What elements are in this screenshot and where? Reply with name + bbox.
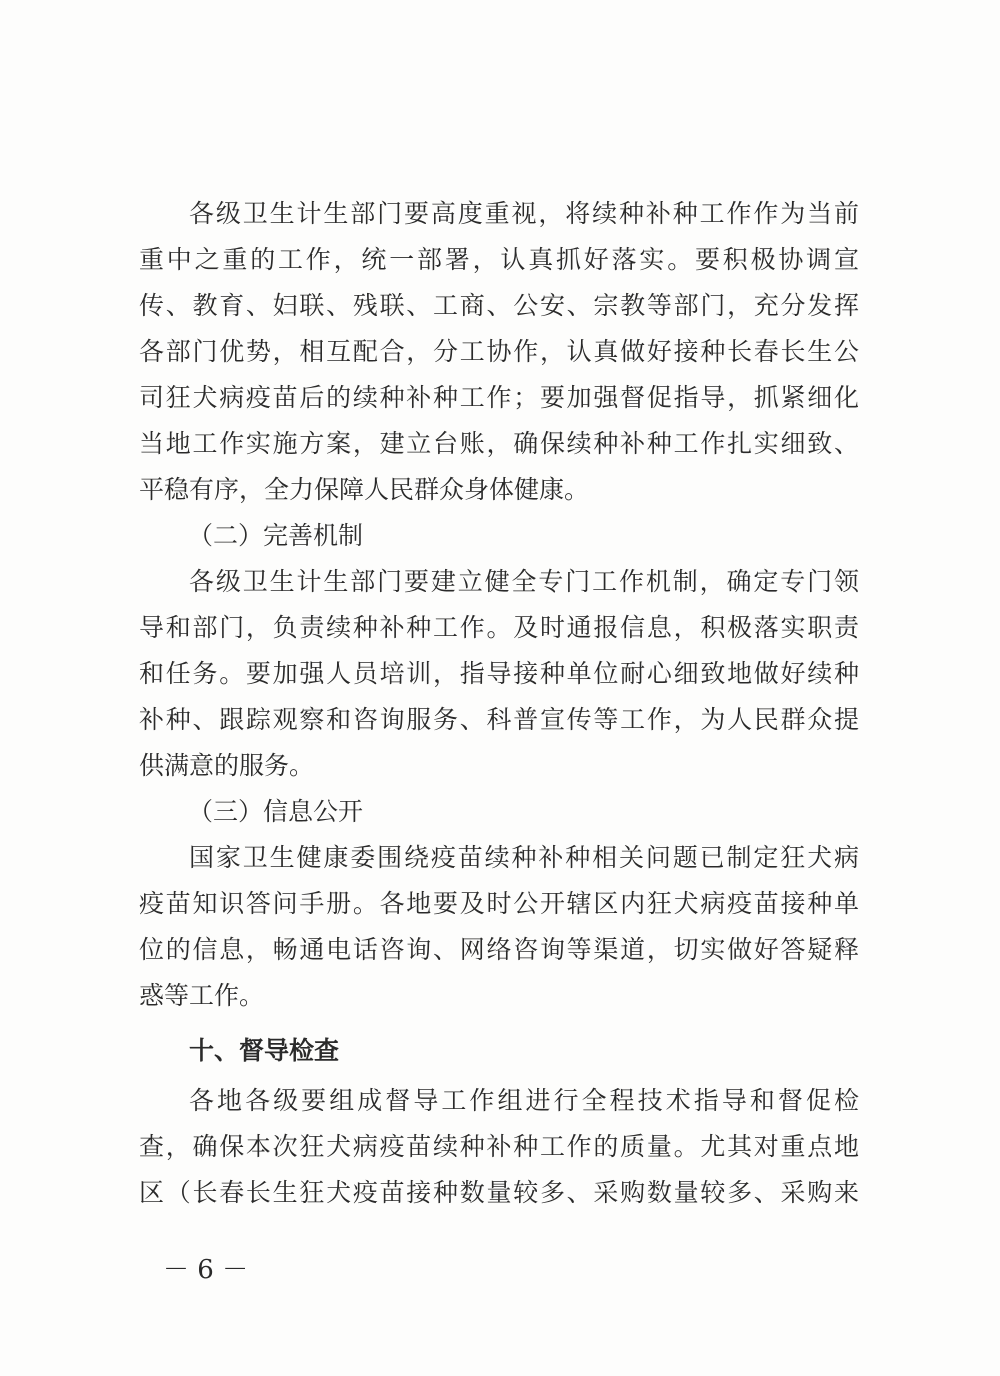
paragraph-line: 查，确保本次狂犬病疫苗续种补种工作的质量。尤其对重点地 bbox=[139, 1132, 859, 1161]
paragraph-line: 国家卫生健康委围绕疫苗续种补种相关问题已制定狂犬病 bbox=[189, 843, 859, 872]
paragraph-line: 区（长春长生狂犬疫苗接种数量较多、采购数量较多、采购来 bbox=[139, 1178, 859, 1207]
paragraph-line: 导和部门，负责续种补种工作。及时通报信息，积极落实职责 bbox=[139, 613, 859, 642]
paragraph-line: 当地工作实施方案，建立台账，确保续种补种工作扎实细致、 bbox=[139, 429, 859, 458]
paragraph-line: 供满意的服务。 bbox=[139, 751, 315, 780]
section-heading-supervision: 十、督导检查 bbox=[189, 1036, 340, 1065]
paragraph-line: 各级卫生计生部门要建立健全专门工作机制，确定专门领 bbox=[189, 567, 859, 596]
paragraph-line: 各地各级要组成督导工作组进行全程技术指导和督促检 bbox=[189, 1086, 859, 1115]
paragraph-line: 传、教育、妇联、残联、工商、公安、宗教等部门，充分发挥 bbox=[139, 291, 859, 320]
paragraph-line: 和任务。要加强人员培训，指导接种单位耐心细致地做好续种 bbox=[139, 659, 859, 688]
paragraph-line: 位的信息，畅通电话咨询、网络咨询等渠道，切实做好答疑释 bbox=[139, 935, 859, 964]
paragraph-line: 重中之重的工作，统一部署，认真抓好落实。要积极协调宣 bbox=[139, 245, 859, 274]
paragraph-line: 补种、跟踪观察和咨询服务、科普宣传等工作，为人民群众提 bbox=[139, 705, 859, 734]
subheading-mechanism: （二）完善机制 bbox=[188, 521, 364, 550]
paragraph-line: 平稳有序，全力保障人民群众身体健康。 bbox=[139, 475, 590, 504]
paragraph-line: 各部门优势，相互配合，分工协作，认真做好接种长春长生公 bbox=[139, 337, 859, 366]
page-number: － 6 － bbox=[163, 1255, 249, 1285]
subheading-info-disclosure: （三）信息公开 bbox=[188, 797, 364, 826]
paragraph-line: 疫苗知识答问手册。各地要及时公开辖区内狂犬病疫苗接种单 bbox=[139, 889, 859, 918]
paragraph-line: 司狂犬病疫苗后的续种补种工作；要加强督促指导，抓紧细化 bbox=[139, 383, 859, 412]
paragraph-line: 惑等工作。 bbox=[139, 981, 265, 1010]
paragraph-line: 各级卫生计生部门要高度重视，将续种补种工作作为当前 bbox=[189, 199, 859, 228]
